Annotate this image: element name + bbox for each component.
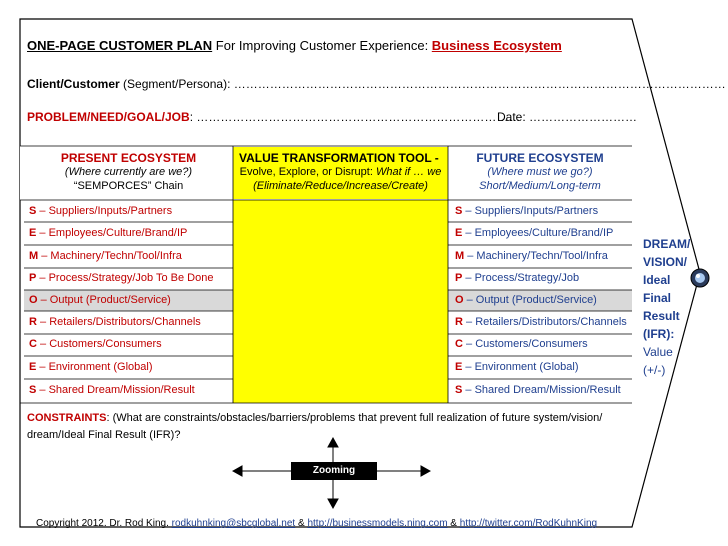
row-dash: – <box>462 205 475 217</box>
row-dash: – <box>462 384 475 396</box>
future-header <box>448 151 632 193</box>
row-label: Employees/Culture/Brand/IP <box>474 227 614 239</box>
row-dash: – <box>36 316 50 328</box>
date-field: Date: ……………………… <box>497 110 638 124</box>
footer-sep: & <box>295 518 308 529</box>
client-line <box>27 77 726 91</box>
present-sub2: “SEMPORCES” Chain <box>73 180 184 192</box>
row-label: Process/Strategy/Job To Be Done <box>48 272 214 284</box>
present-row <box>24 334 162 354</box>
row-letter: R <box>455 316 463 328</box>
row-letter: M <box>455 250 465 262</box>
row-dash: – <box>36 338 50 350</box>
plan-title-ecosystem: Business Ecosystem <box>431 38 562 53</box>
row-letter: S <box>455 384 463 396</box>
dream-line: VISION/ <box>643 255 688 269</box>
website-link[interactable]: http://businessmodels.ning.com <box>307 518 448 529</box>
row-letter: P <box>29 272 37 284</box>
future-sub2: Short/Medium/Long-term <box>479 180 601 192</box>
row-dash: – <box>37 294 50 306</box>
row-letter: C <box>29 338 37 350</box>
future-row <box>450 357 579 377</box>
present-row <box>24 380 195 400</box>
row-label: Customers/Consumers <box>49 338 162 350</box>
row-letter: S <box>29 384 37 396</box>
row-dash: – <box>462 338 476 350</box>
future-row <box>450 290 597 310</box>
client-dots: : …………………………………………………………………………………………………………… <box>227 77 726 91</box>
dream-line: Result <box>643 309 680 323</box>
row-letter: R <box>29 316 37 328</box>
present-row <box>24 312 201 332</box>
problem-line <box>27 110 520 124</box>
client-label: Client/Customer <box>27 77 120 91</box>
problem-dots: : ……………………………………………………………………… <box>189 110 521 124</box>
present-row <box>24 290 171 310</box>
future-row <box>450 334 588 354</box>
future-row <box>450 312 627 332</box>
plan-title-middle: For Improving Customer Experience: <box>212 38 432 53</box>
client-paren: (Segment/Persona) <box>119 77 228 91</box>
dream-line: (+/-) <box>643 363 666 377</box>
future-row <box>450 380 621 400</box>
tool-sub1-pre: Evolve, Explore, or Disrupt: <box>239 166 376 178</box>
row-letter: E <box>455 361 463 373</box>
future-row <box>450 246 608 266</box>
row-label: Suppliers/Inputs/Partners <box>474 205 599 217</box>
present-row <box>24 201 172 221</box>
row-dash: – <box>38 250 51 262</box>
copyright-text: Copyright 2012. Dr. Rod King. <box>36 518 172 529</box>
future-row <box>450 201 598 221</box>
row-dash: – <box>464 250 477 262</box>
plan-title <box>27 38 562 53</box>
row-letter: S <box>29 205 37 217</box>
present-title: PRESENT ECOSYSTEM <box>60 151 197 165</box>
row-letter: O <box>455 294 464 306</box>
row-label: Output (Product/Service) <box>49 294 171 306</box>
row-label: Suppliers/Inputs/Partners <box>48 205 173 217</box>
row-label: Shared Dream/Mission/Result <box>474 384 621 396</box>
row-label: Retailers/Distributors/Channels <box>475 316 627 328</box>
row-dash: – <box>462 272 475 284</box>
row-dash: – <box>36 205 49 217</box>
row-label: Output (Product/Service) <box>475 294 597 306</box>
row-dash: – <box>463 294 476 306</box>
dream-line: (IFR): <box>643 327 675 341</box>
row-label: Environment (Global) <box>48 361 153 373</box>
row-label: Machinery/Techn/Tool/Infra <box>50 250 182 262</box>
future-title: FUTURE ECOSYSTEM <box>476 151 604 165</box>
row-letter: O <box>29 294 38 306</box>
globe-icon <box>690 268 710 288</box>
row-dash: – <box>36 272 49 284</box>
row-letter: E <box>29 361 37 373</box>
row-label: Employees/Culture/Brand/IP <box>48 227 188 239</box>
row-dash: – <box>36 227 49 239</box>
dream-line: Value <box>643 345 673 359</box>
row-dash: – <box>36 384 49 396</box>
row-letter: P <box>455 272 463 284</box>
future-row <box>450 268 579 288</box>
present-sub1: (Where currently are we?) <box>64 166 193 178</box>
present-row <box>24 268 213 288</box>
future-sub1: (Where must we go?) <box>487 166 593 178</box>
row-dash: – <box>462 227 475 239</box>
row-letter: M <box>29 250 39 262</box>
tool-header <box>233 151 448 193</box>
dream-line: Ideal <box>643 273 671 287</box>
row-letter: E <box>455 227 463 239</box>
row-dash: – <box>462 361 475 373</box>
present-row <box>24 246 182 266</box>
row-label: Shared Dream/Mission/Result <box>48 384 195 396</box>
email-link[interactable]: rodkuhnking@sbcglobal.net <box>171 518 296 529</box>
present-row <box>24 223 187 243</box>
problem-label: PROBLEM/NEED/GOAL/JOB <box>27 110 190 124</box>
future-row <box>450 223 613 243</box>
plan-title-main: ONE-PAGE CUSTOMER PLAN <box>27 38 213 53</box>
constraints-text: : (What are constraints/obstacles/barriers/problems that prevent full realization of future system/vision/ dream/Ideal Final Result (IFR)? <box>27 412 603 441</box>
row-label: Customers/Consumers <box>475 338 588 350</box>
dream-label <box>643 235 690 379</box>
constraints-label: CONSTRAINTS <box>27 412 107 424</box>
row-letter: S <box>455 205 463 217</box>
footer-sep: & <box>447 518 460 529</box>
row-dash: – <box>462 316 476 328</box>
row-label: Machinery/Techn/Tool/Infra <box>476 250 608 262</box>
dream-line: DREAM/ <box>643 237 691 251</box>
present-row <box>24 357 153 377</box>
constraints-section <box>27 410 637 444</box>
row-dash: – <box>36 361 49 373</box>
row-label: Environment (Global) <box>474 361 579 373</box>
copyright-footer <box>36 518 597 529</box>
row-letter: C <box>455 338 463 350</box>
twitter-link[interactable]: http://twitter.com/RodKuhnKing <box>459 518 598 529</box>
tool-sub2: (Eliminate/Reduce/Increase/Create) <box>253 180 428 192</box>
tool-title: VALUE TRANSFORMATION TOOL - <box>239 151 439 165</box>
row-label: Process/Strategy/Job <box>474 272 580 284</box>
row-label: Retailers/Distributors/Channels <box>49 316 201 328</box>
tool-sub1-italic: What if … we <box>375 166 442 178</box>
zooming-label: Zooming <box>291 462 377 480</box>
row-letter: E <box>29 227 37 239</box>
present-header <box>24 151 233 193</box>
tool-sub1 <box>233 165 448 179</box>
dream-line: Final <box>643 291 672 305</box>
